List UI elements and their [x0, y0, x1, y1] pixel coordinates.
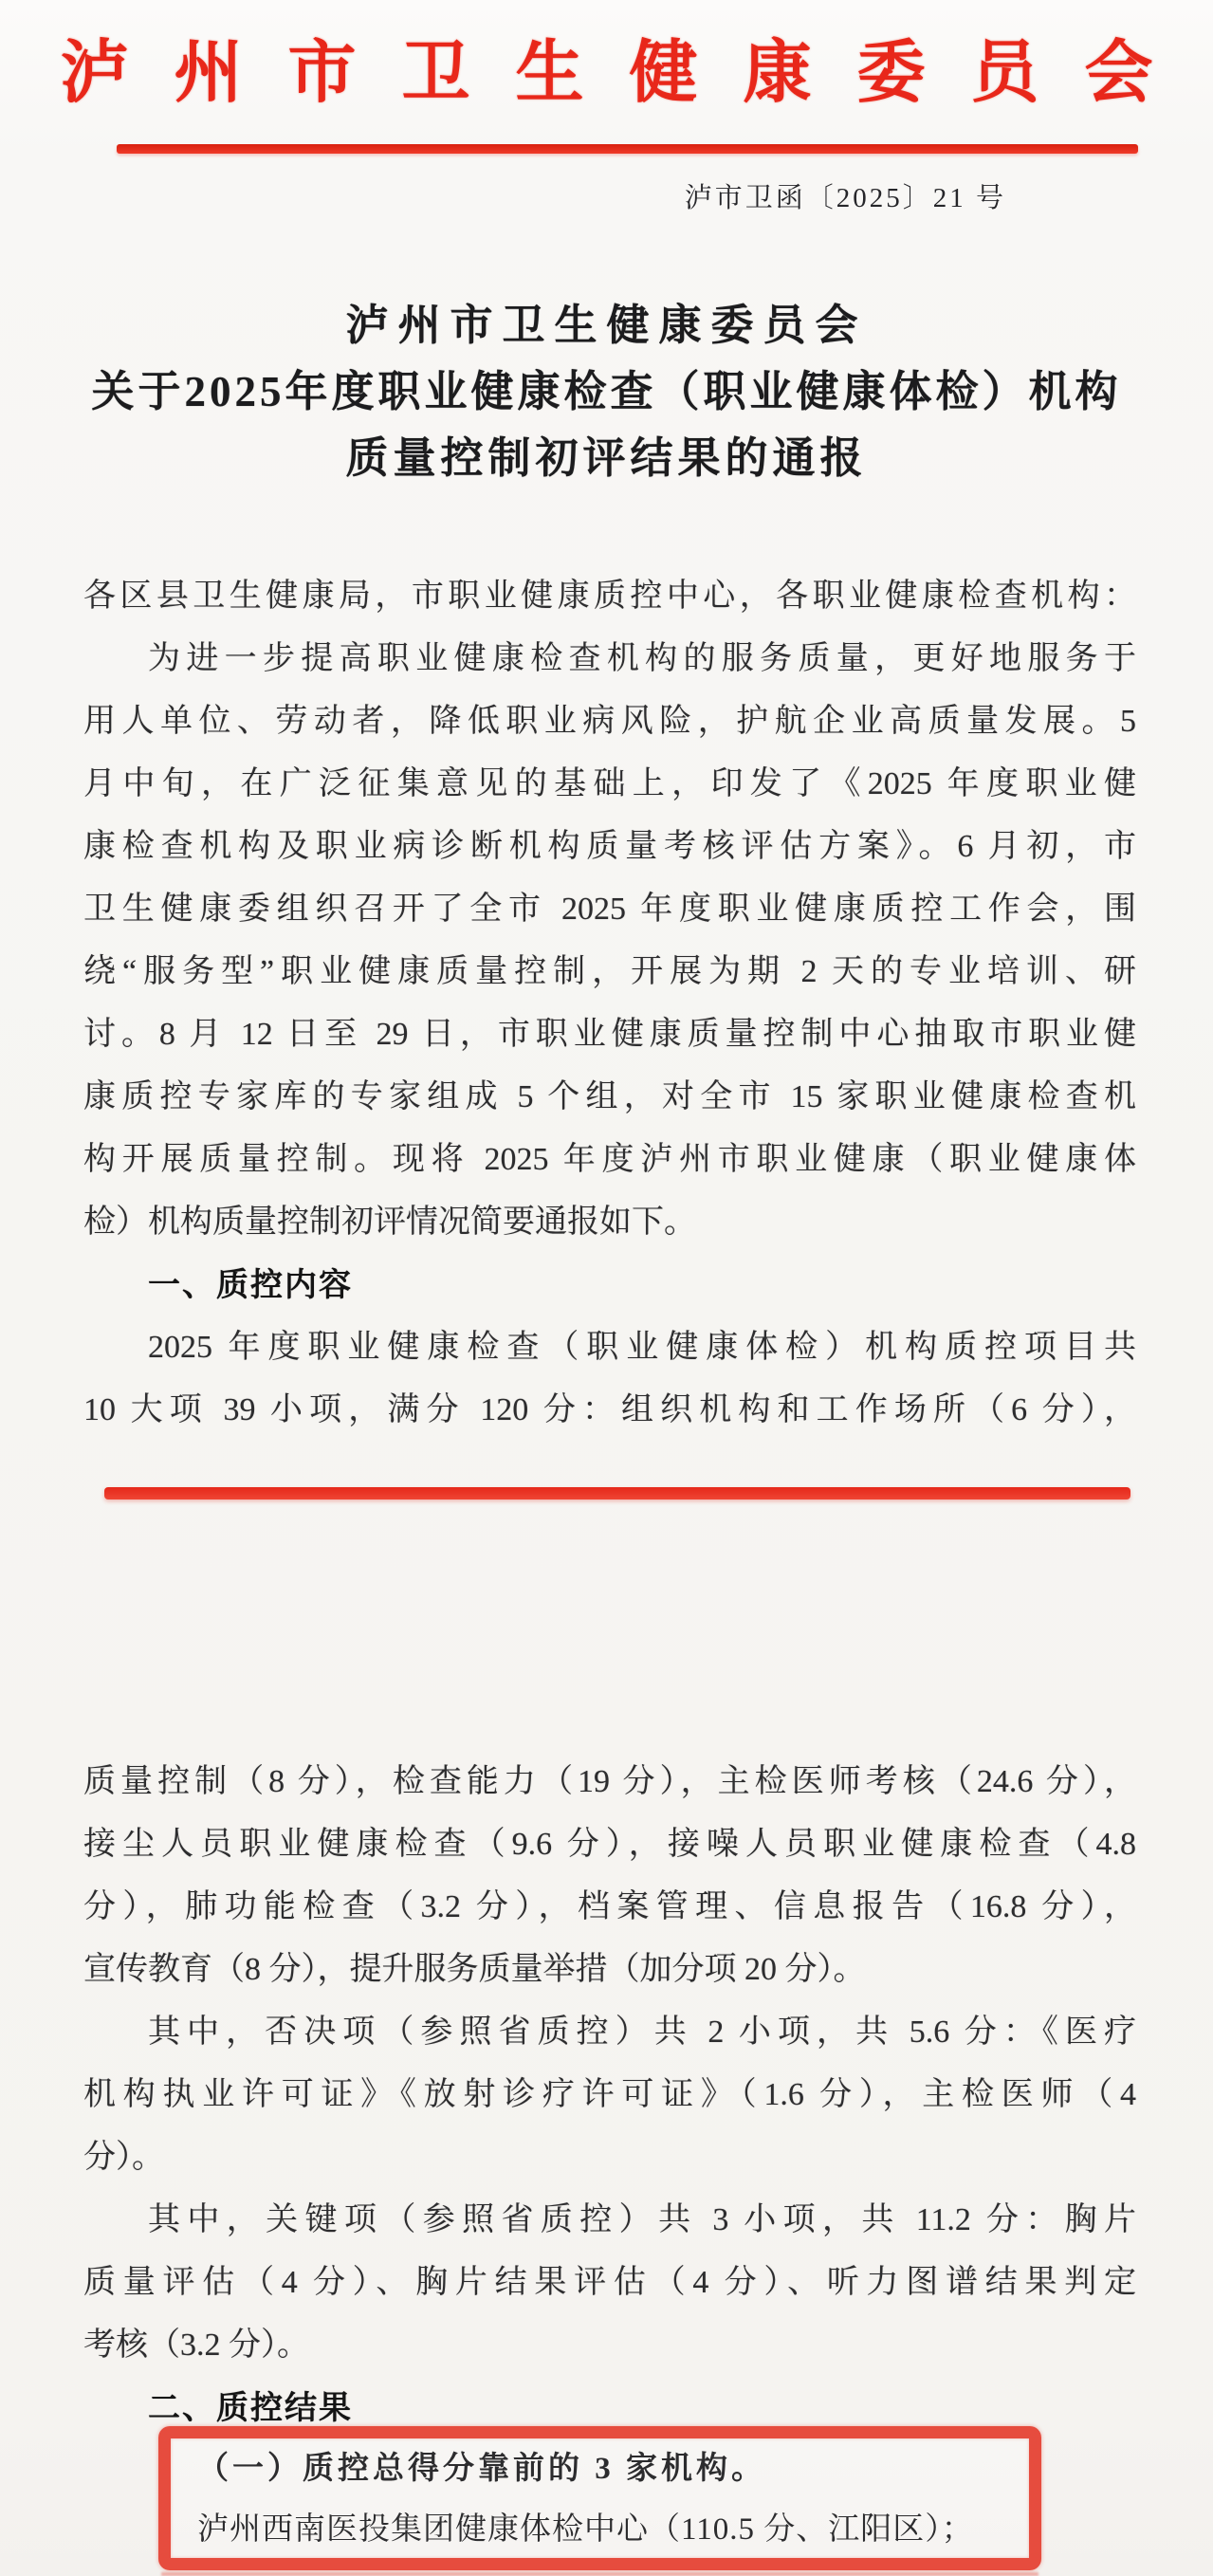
body-text-line: 接尘人员职业健康检查（9.6 分），接噪人员职业健康检查（4.8: [83, 1827, 1136, 1862]
letterhead-agency-title: 泸州市卫生健康委员会: [60, 35, 1199, 111]
body-text-line: 其中，关键项（参照省质控）共 3 小项，共 11.2 分：胸片: [148, 2202, 1136, 2237]
highlight-line-2: 泸州西南医投集团健康体检中心（110.5 分、江阳区）；: [197, 2512, 974, 2547]
body-text-line: 质量评估（4 分）、胸片结果评估（4 分）、听力图谱结果判定: [83, 2265, 1136, 2300]
body-text-line: 康检查机构及职业病诊断机构质量考核评估方案》。6 月初，市: [83, 829, 1136, 864]
body-text-line: 检）机构质量控制初评情况简要通报如下。: [83, 1205, 696, 1240]
body-text-line: 卫生健康委组织召开了全市 2025 年度职业健康质控工作会，围: [83, 892, 1136, 927]
body-text-line: 各区县卫生健康局，市职业健康质控中心，各职业健康检查机构：: [83, 579, 1136, 614]
cropped-red-edge: [161, 2572, 1038, 2576]
body-text-line: 讨。8 月 12 日至 29 日，市职业健康质量控制中心抽取市职业健: [83, 1017, 1136, 1052]
body-text-line: 为进一步提高职业健康检查机构的服务质量，更好地服务于: [148, 641, 1136, 676]
body-text-line: 考核（3.2 分）。: [83, 2328, 309, 2363]
highlight-line-1: （一）质控总得分靠前的 3 家机构。: [197, 2452, 766, 2486]
body-text-line: 其中，否决项（参照省质控）共 2 小项，共 5.6 分：《医疗: [148, 2015, 1136, 2050]
document-title-line-3: 质量控制初评结果的通报: [345, 434, 868, 482]
document-number: 泸市卫函〔2025〕21 号: [684, 183, 1006, 213]
body-text-line: 构开展质量控制。现将 2025 年度泸州市职业健康（职业健康体: [83, 1142, 1136, 1177]
body-text-line: 分）。: [83, 2140, 164, 2175]
body-text-line: 用人单位、劳动者，降低职业病风险，护航企业高质量发展。5: [83, 704, 1136, 739]
letterhead-divider-line: [117, 144, 1138, 154]
body-page-1: [83, 565, 1136, 1442]
body-text-line: 月中旬，在广泛征集意见的基础上，印发了《2025 年度职业健: [83, 766, 1136, 801]
section-heading-1: 一、质控内容: [148, 1267, 353, 1303]
body-text-line: 机构执业许可证》《放射诊疗许可证》（1.6 分），主检医师（4: [83, 2077, 1136, 2112]
section-heading-2: 二、质控结果: [148, 2390, 353, 2426]
body-text-line: 绕“服务型”职业健康质量控制，开展为期 2 天的专业培训、研: [83, 954, 1136, 989]
body-text-line: 2025 年度职业健康检查（职业健康体检）机构质控项目共: [148, 1330, 1136, 1365]
highlight-box: [158, 2426, 1041, 2570]
body-text-line: 质量控制（8 分），检查能力（19 分），主检医师考核（24.6 分），: [83, 1764, 1136, 1799]
body-text-line: 康质控专家库的专家组成 5 个组，对全市 15 家职业健康检查机: [83, 1079, 1136, 1114]
body-page-2: [83, 1751, 1136, 2439]
body-text-line: 分），肺功能检查（3.2 分），档案管理、信息报告（16.8 分），: [83, 1889, 1136, 1924]
document-title-line-2: 关于2025年度职业健康检查（职业健康体检）机构: [91, 368, 1122, 415]
document-title-line-1: 泸州市卫生健康委员会: [345, 302, 868, 349]
document-title: [47, 292, 1166, 491]
page-separator-line: [104, 1487, 1130, 1500]
body-text-line: 宣传教育（8 分），提升服务质量举措（加分项 20 分）。: [83, 1952, 866, 1987]
body-text-line: 10 大项 39 小项，满分 120 分：组织机构和工作场所（6 分），: [83, 1392, 1136, 1427]
